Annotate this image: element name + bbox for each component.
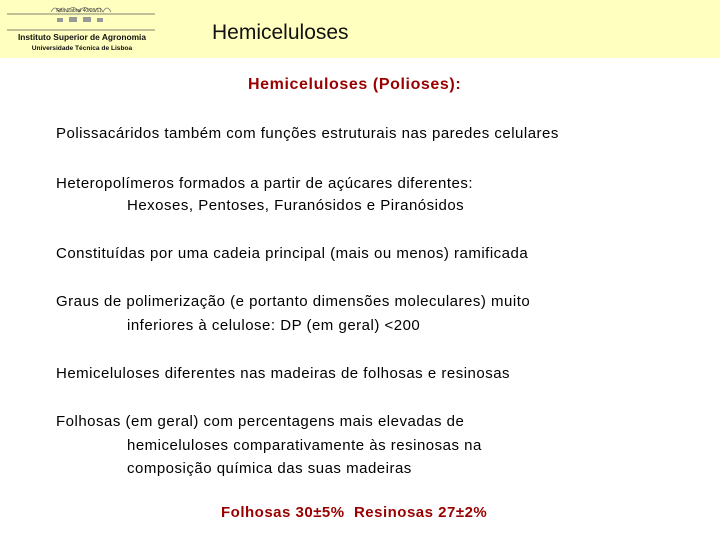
text-line: composição química das suas madeiras bbox=[127, 460, 412, 477]
logo-small-text: Rita Cabral 40/08/11 bbox=[56, 8, 102, 14]
text-line: Hemiceluloses diferentes nas madeiras de folhosas e resinosas bbox=[56, 365, 511, 382]
text-line: hemiceluloses comparativamente às resinosas na bbox=[127, 437, 482, 454]
header-band bbox=[0, 0, 720, 58]
text-line: Constituídas por uma cadeia principal (mais ou menos) ramificada bbox=[56, 245, 529, 262]
slide-subtitle: Hemiceluloses (Polioses): bbox=[248, 76, 462, 93]
text-line: Folhosas (em geral) com percentagens mais elevadas de bbox=[56, 413, 465, 430]
text-line: Hexoses, Pentoses, Furanósidos e Piranósidos bbox=[127, 197, 465, 214]
text-line: inferiores à celulose: DP (em geral) <200 bbox=[127, 317, 421, 334]
logo-university-name: Universidade Técnica de Lisboa bbox=[31, 45, 133, 52]
slide-header-title: Hemiceluloses bbox=[212, 21, 349, 44]
text-line: Polissacáridos também com funções estruturais nas paredes celulares bbox=[56, 125, 559, 142]
text-line: Heteropolímeros formados a partir de açúcares diferentes: bbox=[56, 175, 474, 192]
text-line: Graus de polimerização (e portanto dimensões moleculares) muito bbox=[56, 293, 531, 310]
institution-logo bbox=[5, 2, 159, 56]
logo-institution-name: Instituto Superior de Agronomia bbox=[17, 32, 147, 42]
composition-summary: Folhosas 30±5% Resinosas 27±2% bbox=[221, 504, 488, 521]
